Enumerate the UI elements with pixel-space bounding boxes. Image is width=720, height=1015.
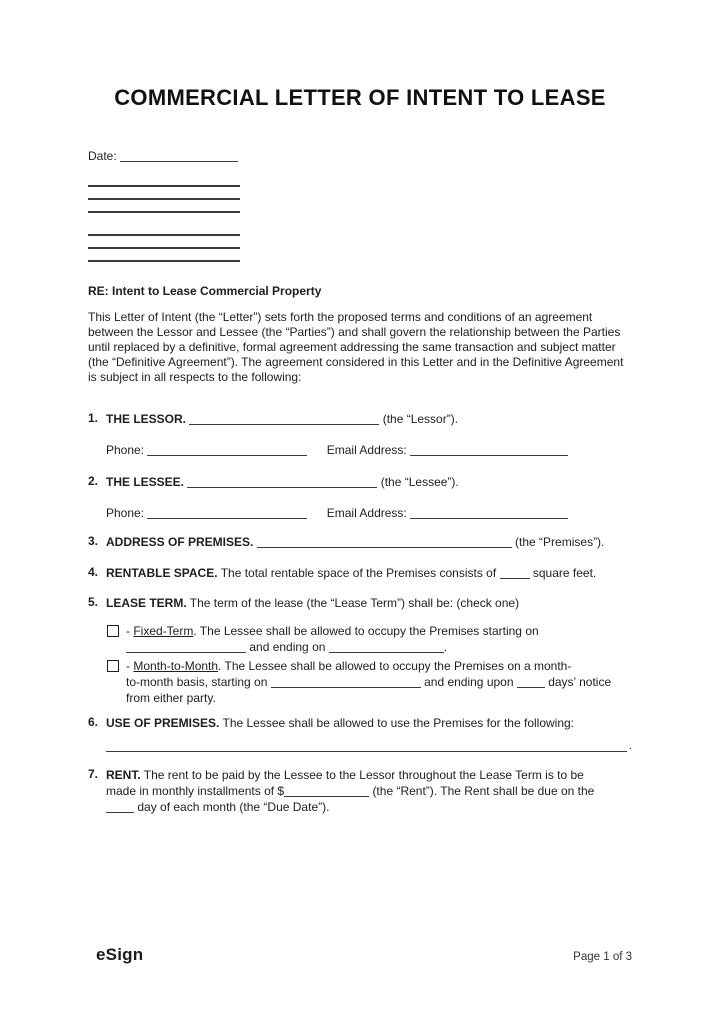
lessee-email-label: Email Address: (326, 506, 407, 520)
rent-amount-blank (284, 786, 369, 797)
month-to-month-text-2: to-month basis, starting on (126, 675, 268, 689)
rent-text-1: The rent to be paid by the Lessee to the Lessor throughout the Lease Term is to be (143, 768, 584, 782)
lessor-email-label: Email Address: (326, 443, 407, 457)
page-footer (96, 945, 632, 965)
month-to-month-text-4: days’ notice (548, 675, 612, 689)
address-blank-line (88, 187, 240, 200)
premises-suffix: (the “Premises”). (515, 535, 605, 549)
intro-paragraph: This Letter of Intent (the “Letter”) sets forth the proposed terms and conditions of an agreement between the Lessor and Lessee (the “Parties”) and shall govern the relationship between the Parties until replaced by a definitive, formal agreement addressing the same transaction and subject matter (the “Definitive Agreement”). The agreement considered in this Letter and in the Definitive Agreement is subject in all respects to the following: (88, 310, 624, 384)
item-number: 3. (88, 534, 99, 548)
month-to-month-text: . The Lessee shall be allowed to occupy the Premises on a month- (218, 659, 572, 673)
lease-term-text: The term of the lease (the “Lease Term”) shall be: (check one) (189, 596, 520, 610)
fixed-term-name: Fixed-Term (133, 624, 194, 638)
item-number: 2. (88, 474, 99, 488)
document-page (0, 84, 720, 1015)
lessee-name-blank (187, 477, 377, 488)
item-rent (88, 767, 632, 815)
lessor-suffix: (the “Lessor”). (382, 412, 459, 426)
lessee-label: THE LESSEE. (106, 475, 185, 489)
terms-list (88, 411, 632, 815)
lessor-name-blank (189, 414, 379, 425)
rentable-space-label: RENTABLE SPACE. (106, 566, 218, 580)
use-of-premises-label: USE OF PREMISES. (106, 716, 220, 730)
premises-address-blank (257, 537, 512, 548)
month-to-month-checkbox[interactable] (107, 660, 119, 672)
fixed-term-option (106, 623, 632, 655)
rent-text-2: made in monthly installments of $ (106, 784, 285, 798)
fixed-term-end-date-blank (329, 642, 444, 653)
recipient-address-block-1 (88, 174, 632, 213)
lessor-email-blank (410, 445, 568, 456)
recipient-address-block-2 (88, 223, 632, 262)
period: . (443, 640, 448, 654)
lease-term-label: LEASE TERM. (106, 596, 187, 610)
page-indicator: Page 1 of 3 (573, 951, 632, 963)
item-use-of-premises (88, 715, 632, 752)
fixed-term-start-date-blank (126, 642, 246, 653)
rent-text-3: (the “Rent”). The Rent shall be due on the (372, 784, 595, 798)
item-number: 5. (88, 595, 99, 609)
fixed-term-text: . The Lessee shall be allowed to occupy the Premises starting on (193, 624, 539, 638)
month-to-month-name: Month-to-Month (133, 659, 219, 673)
rent-label: RENT. (106, 768, 141, 782)
fixed-term-checkbox[interactable] (107, 625, 119, 637)
address-blank-line (88, 200, 240, 213)
month-to-month-text-5: from either party. (126, 691, 216, 705)
date-row (88, 148, 632, 164)
lessor-phone-label: Phone: (106, 443, 145, 457)
premises-label: ADDRESS OF PREMISES. (106, 535, 254, 549)
dash: - (126, 659, 130, 673)
address-blank-line (88, 174, 240, 187)
item-number: 4. (88, 565, 99, 579)
mtm-start-date-blank (271, 677, 421, 688)
lessee-suffix: (the “Lessee”). (380, 475, 459, 489)
item-lessee (88, 474, 632, 521)
date-label: Date: (88, 149, 117, 163)
lessee-email-blank (410, 508, 568, 519)
rentable-space-text: The total rentable space of the Premises consists of (220, 566, 497, 580)
month-to-month-text-3: and ending upon (424, 675, 514, 689)
dash: - (126, 624, 130, 638)
lessee-phone-label: Phone: (106, 506, 145, 520)
mtm-notice-days-blank (517, 677, 545, 688)
item-address-of-premises (88, 534, 632, 550)
item-rentable-space (88, 565, 632, 581)
square-feet-blank (500, 568, 530, 579)
due-day-blank (106, 802, 134, 813)
address-blank-line (88, 223, 240, 236)
fixed-term-text-mid: and ending on (249, 640, 326, 654)
rentable-space-text-after: square feet. (532, 566, 597, 580)
address-blank-line (88, 249, 240, 262)
date-blank (120, 151, 238, 162)
document-title: COMMERCIAL LETTER OF INTENT TO LEASE (114, 85, 606, 110)
item-number: 1. (88, 411, 99, 425)
rent-text-4: day of each month (the “Due Date”). (137, 800, 330, 814)
item-number: 7. (88, 767, 99, 781)
item-lessor (88, 411, 632, 458)
period: . (628, 738, 632, 752)
lessee-phone-blank (147, 508, 307, 519)
month-to-month-option (106, 658, 632, 706)
lessor-phone-blank (147, 445, 307, 456)
address-blank-line (88, 236, 240, 249)
item-lease-term (88, 595, 632, 706)
esign-logo: eSign (96, 945, 144, 964)
lessor-label: THE LESSOR. (106, 412, 187, 426)
use-of-premises-blank (106, 743, 627, 752)
re-subject-line: RE: Intent to Lease Commercial Property (88, 284, 322, 298)
item-number: 6. (88, 715, 99, 729)
use-of-premises-text: The Lessee shall be allowed to use the Premises for the following: (222, 716, 575, 730)
